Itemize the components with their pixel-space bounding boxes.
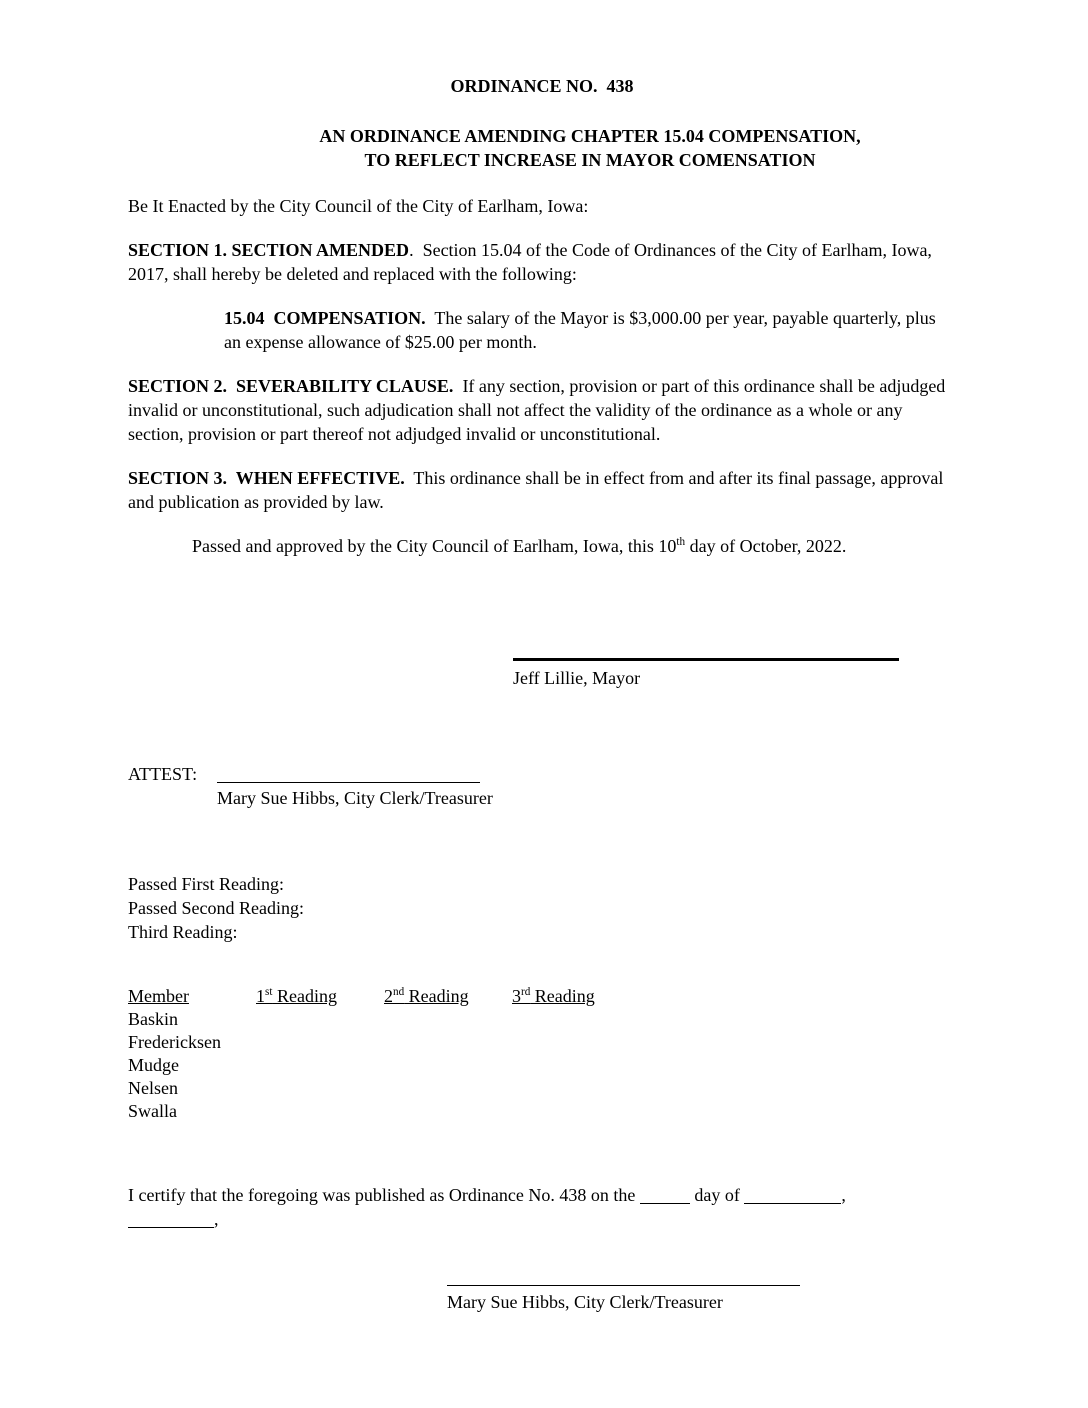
subsection-15-04-heading: 15.04 COMPENSATION. [224, 308, 426, 328]
section-3-body: This ordinance shall be in effect from and after its final passage, approval and publication as provided by law. [128, 468, 948, 512]
vote-table-rows [128, 1008, 956, 1123]
section-2-heading: SECTION 2. SEVERABILITY CLAUSE. [128, 376, 454, 396]
passage-clause-ordinal-suffix: th [676, 536, 686, 548]
attest-signature-line [217, 778, 480, 783]
section-2-paragraph [128, 374, 956, 446]
vote-table-row: Swalla [128, 1101, 177, 1121]
month-blank-line [744, 1199, 841, 1204]
readings-block [128, 872, 956, 944]
subtitle-line-1: AN ORDINANCE AMENDING CHAPTER 15.04 COMPENSATION, [319, 126, 861, 146]
vote-table-header-member: Member [128, 986, 189, 1006]
attest-row [128, 762, 956, 786]
day-blank-line [640, 1199, 690, 1204]
subsection-15-04-paragraph [224, 306, 956, 354]
section-1-paragraph [128, 238, 956, 286]
vote-table-header-third-reading: 3rd Reading [512, 986, 595, 1006]
enacting-clause: Be It Enacted by the City Council of the City of Earlham, Iowa: [128, 196, 589, 216]
vote-table-header-row [128, 984, 956, 1008]
certification-text: I certify that the foregoing was published as Ordinance No. 438 on the [128, 1185, 640, 1205]
certification-comma-1: , [841, 1185, 846, 1205]
passage-clause-text: Passed and approved by the City Council of Earlham, Iowa, this 10 [192, 536, 677, 556]
vote-table-row: Nelsen [128, 1078, 178, 1098]
mayor-signature-line [513, 658, 899, 661]
subtitle-line-2: TO REFLECT INCREASE IN MAYOR COMENSATION [364, 150, 816, 170]
third-reading-line: Third Reading: [128, 922, 238, 942]
attest-caption: Mary Sue Hibbs, City Clerk/Treasurer [217, 788, 493, 808]
vote-table-header-second-reading: 2nd Reading [384, 986, 469, 1006]
certification-text-middle: day of [689, 1185, 745, 1205]
year-blank-line [128, 1223, 214, 1228]
clerk-signature-caption: Mary Sue Hibbs, City Clerk/Treasurer [447, 1292, 723, 1312]
vote-table-header-first-reading: 1st Reading [256, 986, 337, 1006]
passage-clause-text-end: day of October, 2022. [685, 536, 847, 556]
section-3-paragraph [128, 466, 956, 514]
certification-paragraph [128, 1183, 956, 1231]
document-title: ORDINANCE NO. 438 [450, 76, 634, 96]
mayor-signature-block [513, 658, 899, 690]
certification-comma-2: , [214, 1209, 219, 1229]
vote-table-row: Mudge [128, 1055, 179, 1075]
subsection-15-04-body: The salary of the Mayor is $3,000.00 per year, payable quarterly, plus an expense allowance of $25.00 per month. [224, 308, 941, 352]
passed-first-reading-line: Passed First Reading: [128, 874, 284, 894]
section-2-body: If any section, provision or part of this ordinance shall be adjudged invalid or unconstitutional, such adjudication shall not affect the validity of the ordinance as a whole or any section, provision or part thereof not adjudged invalid or unconstitutional. [128, 376, 950, 444]
attest-block [128, 762, 956, 810]
vote-table [128, 984, 956, 1123]
passed-second-reading-line: Passed Second Reading: [128, 898, 304, 918]
mayor-signature-caption: Jeff Lillie, Mayor [513, 668, 641, 688]
clerk-signature-line [447, 1285, 800, 1286]
section-3-heading: SECTION 3. WHEN EFFECTIVE. [128, 468, 405, 488]
vote-table-row: Baskin [128, 1009, 179, 1029]
section-1-body: . Section 15.04 of the Code of Ordinances of the City of Earlham, Iowa, 2017, shall hereby be deleted and replaced with the following: [128, 240, 937, 284]
attest-label: ATTEST: [128, 764, 198, 784]
passage-clause [192, 534, 956, 558]
section-1-heading: SECTION 1. SECTION AMENDED [128, 240, 410, 260]
document-subtitle [224, 124, 956, 172]
vote-table-row: Fredericksen [128, 1032, 221, 1052]
clerk-signature-block [447, 1285, 800, 1314]
